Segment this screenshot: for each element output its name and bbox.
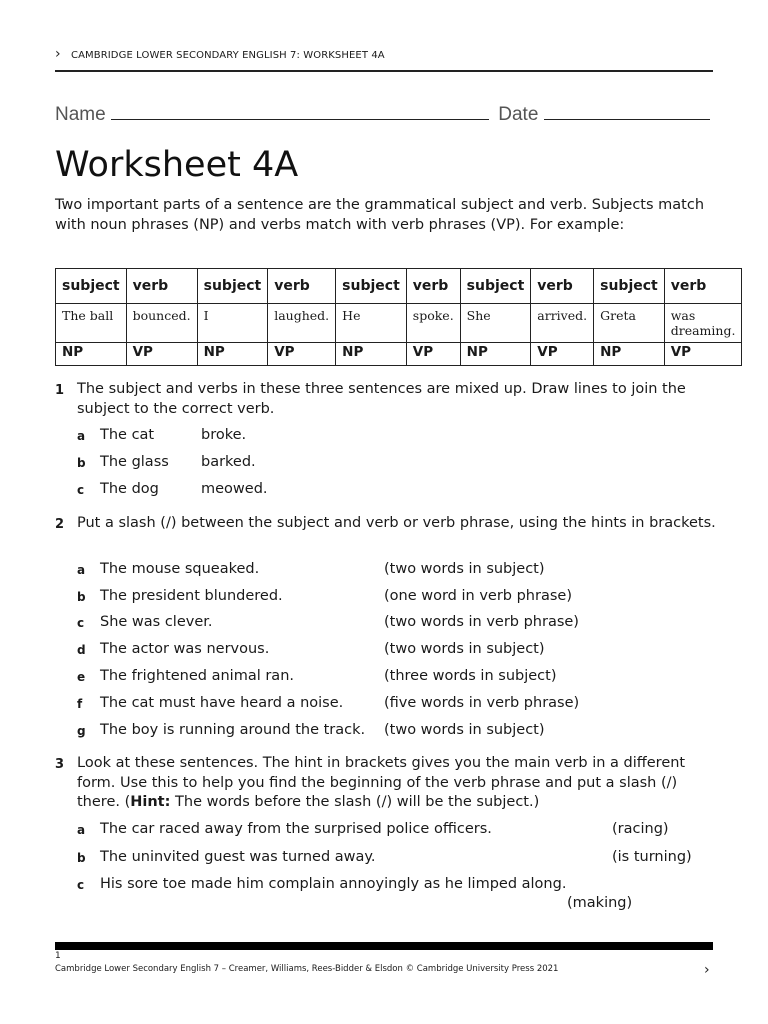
table-cell: arrived. — [531, 304, 594, 343]
q3-hint-label: Hint: — [130, 794, 171, 810]
table-cell: VP — [531, 343, 594, 366]
q1-verb: barked. — [201, 454, 256, 470]
page-number: 1 — [55, 951, 61, 961]
q1-subject: The glass — [100, 454, 169, 470]
name-field[interactable] — [111, 119, 489, 120]
page-title: Worksheet 4A — [55, 145, 299, 185]
table-header-cell: verb — [126, 269, 197, 304]
item-label: a — [77, 429, 86, 443]
q1-subject: The dog — [100, 481, 159, 497]
q1-verb: meowed. — [201, 481, 268, 497]
table-cell: NP — [197, 343, 268, 366]
table-header-cell: verb — [406, 269, 460, 304]
table-header-cell: subject — [197, 269, 268, 304]
table-cell: Greta — [594, 304, 665, 343]
q2-sentence: She was clever. — [100, 614, 213, 630]
table-cell: was dreaming. — [664, 304, 742, 343]
q2-sentence: The boy is running around the track. — [100, 722, 366, 738]
item-label: c — [77, 616, 85, 630]
item-label: b — [77, 590, 86, 604]
name-date-row — [55, 104, 713, 126]
q1-subject: The cat — [100, 427, 155, 443]
item-label: g — [77, 724, 86, 738]
table-cell: He — [336, 304, 407, 343]
q2-sentence: The mouse squeaked. — [100, 561, 260, 577]
table-header-cell: verb — [664, 269, 742, 304]
date-field[interactable] — [544, 119, 710, 120]
question-number: 3 — [55, 757, 65, 772]
question-text: Put a slash (/) between the subject and verb or verb phrase, using the hints in brackets. — [77, 515, 716, 531]
q3-text-before: Look at these sentences. The hint in brackets gives you the main verb in a different form. Use this to help you find the beginning of the verb phrase and put a slash (/) there. ( — [77, 755, 686, 810]
table-header-cell: verb — [268, 269, 336, 304]
q1-verb: broke. — [201, 427, 247, 443]
table-cell: NP — [56, 343, 127, 366]
copyright-footer: Cambridge Lower Secondary English 7 – Creamer, Williams, Rees-Bidder & Elsdon © Cambridge University Press 2021 — [55, 964, 559, 974]
q3-hint: (racing) — [612, 821, 669, 837]
table-cell: I — [197, 304, 268, 343]
item-label: a — [77, 823, 86, 837]
q2-hint: (three words in subject) — [384, 668, 557, 684]
q3-sentence: The car raced away from the surprised police officers. — [100, 821, 492, 837]
table-row — [56, 304, 742, 343]
table-cell: She — [460, 304, 531, 343]
item-label: e — [77, 670, 86, 684]
q3-sentence: His sore toe made him complain annoyingly as he limped along. — [100, 876, 567, 892]
footer-rule — [55, 942, 713, 950]
q2-hint: (two words in verb phrase) — [384, 614, 579, 630]
q2-hint: (one word in verb phrase) — [384, 588, 572, 604]
table-cell: NP — [460, 343, 531, 366]
footer-chevron-icon: › — [704, 962, 710, 978]
table-header-row — [56, 269, 742, 304]
table-cell: VP — [126, 343, 197, 366]
table-row — [56, 343, 742, 366]
item-label: d — [77, 643, 86, 657]
question-text: The subject and verbs in these three sentences are mixed up. Draw lines to join the subject to the correct verb. — [77, 381, 686, 417]
intro-paragraph: Two important parts of a sentence are the grammatical subject and verb. Subjects match with noun phrases (NP) and verbs match with verb phrases (VP). For example: — [55, 197, 705, 233]
date-label: Date — [498, 104, 539, 125]
q2-hint: (five words in verb phrase) — [384, 695, 580, 711]
header-rule — [55, 70, 713, 72]
table-cell: VP — [664, 343, 742, 366]
table-cell: spoke. — [406, 304, 460, 343]
q2-hint: (two words in subject) — [384, 722, 545, 738]
table-header-cell: subject — [56, 269, 127, 304]
item-label: c — [77, 483, 85, 497]
example-table — [55, 268, 742, 366]
table-cell: The ball — [56, 304, 127, 343]
item-label: f — [77, 697, 83, 711]
q2-hint: (two words in subject) — [384, 561, 545, 577]
item-label: c — [77, 878, 85, 892]
header-chevron-icon: › — [55, 46, 61, 62]
table-header-cell: subject — [336, 269, 407, 304]
name-label: Name — [55, 104, 106, 125]
running-header: CAMBRIDGE LOWER SECONDARY ENGLISH 7: WORKSHEET 4A — [71, 50, 385, 61]
item-label: b — [77, 851, 86, 865]
question-number: 1 — [55, 383, 65, 398]
table-cell: NP — [594, 343, 665, 366]
q2-sentence: The frightened animal ran. — [100, 668, 294, 684]
q2-sentence: The cat must have heard a noise. — [100, 695, 344, 711]
table-cell: VP — [268, 343, 336, 366]
q3-text-after: The words before the slash (/) will be the subject.) — [170, 794, 540, 810]
item-label: a — [77, 563, 86, 577]
q3-hint: (making) — [567, 895, 633, 911]
q2-sentence: The president blundered. — [100, 588, 283, 604]
table-header-cell: verb — [531, 269, 594, 304]
question-text — [77, 754, 722, 813]
question-number: 2 — [55, 517, 65, 532]
q3-sentence: The uninvited guest was turned away. — [100, 849, 376, 865]
q3-hint: (is turning) — [612, 849, 692, 865]
table-header-cell: subject — [460, 269, 531, 304]
q2-sentence: The actor was nervous. — [100, 641, 270, 657]
table-header-cell: subject — [594, 269, 665, 304]
table-cell: laughed. — [268, 304, 336, 343]
table-cell: bounced. — [126, 304, 197, 343]
q2-hint: (two words in subject) — [384, 641, 545, 657]
item-label: b — [77, 456, 86, 470]
table-cell: VP — [406, 343, 460, 366]
table-cell: NP — [336, 343, 407, 366]
